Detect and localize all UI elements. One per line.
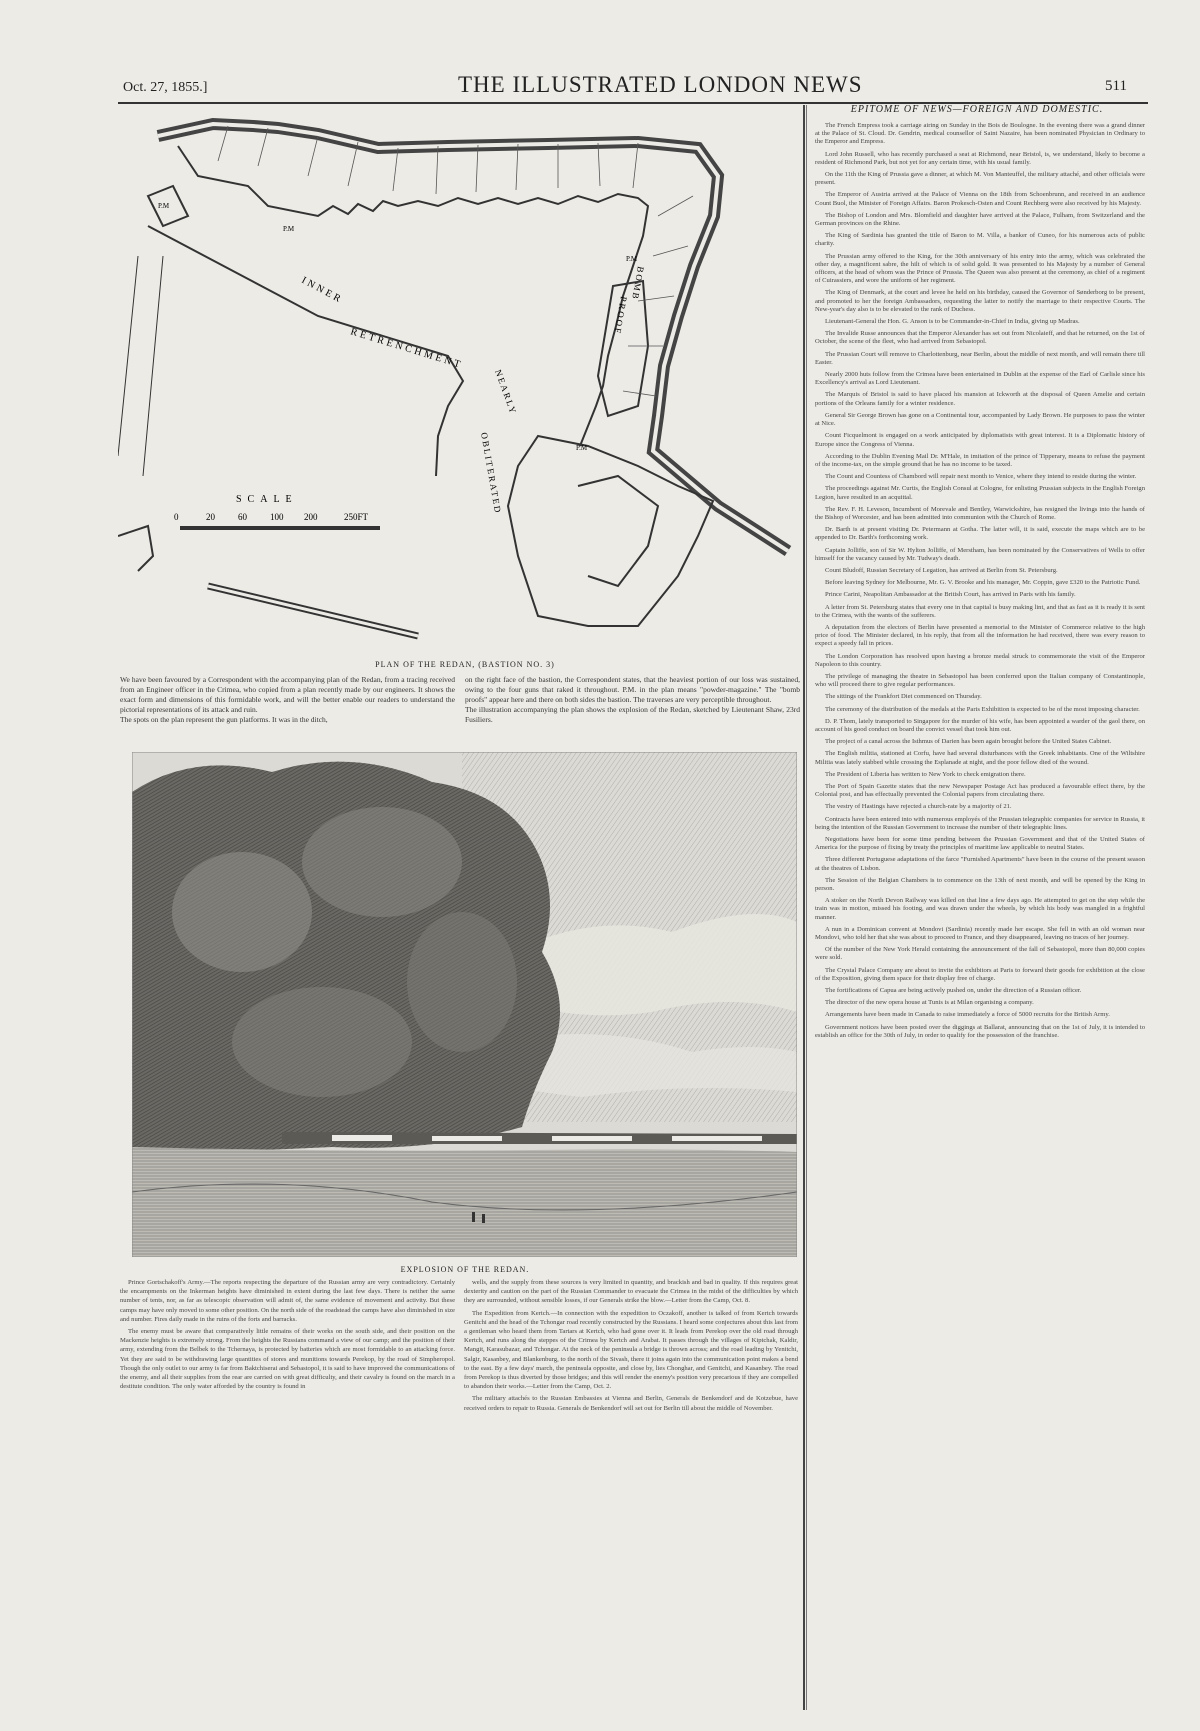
news-item: The director of the new opera house at Tunis is at Milan organising a company.: [825, 999, 1034, 1007]
news-item: The English militia, stationed at Corfu, have had several disturbances with the Greek inhabitants. One of the Wiltshire Militia was lately stabbed while crossing the Esplanade at night, and the poor fellow died of the wound.: [815, 750, 1145, 766]
intro-text: The spots on the plan represent the gun platforms. It was in the ditch,: [120, 715, 328, 724]
news-item: Of the number of the New York Herald containing the announcement of the fall of Sebastopol, more than 80,000 copies were sold.: [815, 946, 1145, 962]
intro-text: We have been favoured by a Correspondent with the accompanying plan of the Redan, from a tracing received from an Engineer officer in the Crimea, who copied from a plan recently made by our engineers. It shows the exact form and dimensions of this formidable work, and will the better enable our readers to understand the pictorial representations of its attack and ruin.: [120, 675, 455, 714]
news-item: D. P. Thom, lately transported to Singapore for the murder of his wife, has been appointed a warder of the gaol there, on account of his good conduct on board the convict vessel that took him out.: [815, 717, 1145, 733]
news-item: The Crystal Palace Company are about to invite the exhibitors at Paris to forward their goods for exhibition at the close of the Exposition, giving them space for their display free of charge.: [815, 966, 1145, 982]
news-item: The proceedings against Mr. Curtis, the English Consul at Cologne, for enlisting Prussian subjects in the English Foreign Legion, have resulted in an acquittal.: [815, 485, 1145, 501]
intro-text: on the right face of the bastion, the Correspondent states, that the heaviest portion of our loss was sustained, owing to the four guns that raked it throughout. P.M. in the plan means "powder-magazine." The "bomb proofs" appear here and there on both sides the bastion. The traverses are very perceptible throughout.: [465, 675, 800, 704]
redan-plan: [118, 106, 798, 651]
masthead-title: THE ILLUSTRATED LONDON NEWS: [458, 72, 863, 97]
scale-tick: 0: [174, 512, 179, 522]
plan-label-retrenchment: RETRENCHMENT: [349, 326, 465, 372]
article-column-1: [120, 1278, 455, 1698]
news-item: The Prussian army offered to the King, for the 30th anniversary of his entry into the army, which was celebrated the other day, a magnificent sabre, the hilt of which is of solid gold. It was presented to his Majesty by a number of General officers, at the head of whom was the Prince of Prussia. The Queen was also present at the ceremony, as chief of a regiment of Cuirassiers, and wore the uniform of her regiment.: [815, 252, 1145, 285]
news-item: The Rev. F. H. Leveson, Incumbent of Morevale and Bentley, Warwickshire, has resigned the livings into the hands of the Bishop of Worcester, and has been admitted into communion with the Church of Rome.: [815, 505, 1145, 521]
scale-tick: 100: [270, 512, 284, 522]
article-paragraph: wells, and the supply from these sources is very limited in quantity, and brackish and bad in quality. If this requires great dexterity and caution on the part of the Russian Commander to evacuate the Crimea in the midst of the difficulties by which they are surrounded, without sensible losses, if our Generals strike the blow.—Letter from the Camp, Oct. 8.: [464, 1279, 798, 1305]
plan-label-bomb: BOMB: [630, 265, 646, 302]
explosion-engraving: [132, 752, 797, 1257]
article-paragraph: The enemy must be aware that comparatively little remains of their works on the south side, and their position on the Mackenzie heights is extremely strong. From the heights the Russians command a view of our camp; and the position of their army, extending from the Belbek to the Tchernaya, is protected by batteries which are most formidable to an attacking force. Yet they are said to be withdrawing large quantities of stores and munitions towards Perekop, by the road of Simpheropol. Though the only outlet to our army is far from Baktchiserai and Sebastopol, it is said to have improved the communications of the enemy, and all their supplies from the rear are carried on with great difficulty, and their cavalry is found on the march in a destitute condition. The only water afforded by the country is found in: [120, 1328, 455, 1391]
news-item: Contracts have been entered into with numerous employés of the Prussian telegraphic companies for service in Russia, it being the intention of the Russian Government to increase the number of their telegraphic lines.: [815, 815, 1145, 831]
news-item: A deputation from the electors of Berlin have presented a memorial to the Minister of Commerce relative to the high price of food. The Minister declared, in his reply, that from all the information he had received, there was every reason to expect a speedy fall in prices.: [815, 623, 1145, 648]
intro-col-1: [120, 675, 455, 725]
news-item: A stoker on the North Devon Railway was killed on that line a few days ago. He attempted to get on the step while the train was in motion, missed his footing, and was drawn under the wheels, by which his body was mangled in a frightful manner.: [815, 897, 1145, 921]
news-item: The King of Sardinia has granted the title of Baron to M. Villa, a banker of Cuneo, for his numerous acts of public charity.: [815, 232, 1145, 248]
news-item: Count Bludoff, Russian Secretary of Legation, has arrived at Berlin from St. Petersburg.: [825, 566, 1058, 574]
intro-col-2: [465, 675, 800, 725]
news-item: Negotiations have been for some time pending between the Prussian Government and that of the United States of America for the purpose of fixing by treaty the principles of maritime law applicable to neutral States.: [815, 836, 1145, 852]
news-item: The fortifications of Capua are being actively pushed on, under the direction of a Russian officer.: [825, 987, 1082, 995]
article-column-2: [464, 1278, 798, 1698]
plan-label-nearly: NEARLY: [493, 368, 519, 417]
article-paragraph: The military attachés to the Russian Embassies at Vienna and Berlin, Generals de Benkendorf and de Kotzebue, have received orders to repair to Russia. Generals de Benkendorf will set out for Berlin till about the middle of November.: [464, 1395, 798, 1412]
news-item: The Invalide Russe announces that the Emperor Alexander has set out from Nicolaieff, and that he returned, on the 1st of October, the scene of the fleet, who had arrived from Sebastopol.: [815, 330, 1145, 346]
epitome-column: [815, 122, 1145, 1707]
news-item: Lieutenant-General the Hon. G. Anson is to be Commander-in-Chief in India, giving up Madras.: [825, 318, 1080, 326]
news-item: The President of Liberia has written to New York to check emigration there.: [825, 770, 1026, 778]
scale-title: SCALE: [236, 494, 298, 505]
epitome-heading: EPITOME OF NEWS—FOREIGN AND DOMESTIC.: [850, 104, 1104, 115]
news-item: The Emperor of Austria arrived at the Palace of Vienna on the 18th from Schoenbrunn, and received in an audience Count Buol, the Minister of Foreign Affairs. Baron Prokesch-Osten and Count Rechberg were also received by his Majesty.: [815, 191, 1145, 207]
news-item: The Bishop of London and Mrs. Blomfield and daughter have arrived at the Palace, Fulham, from Switzerland and the German provinces on the Rhine.: [815, 211, 1145, 228]
plan-label-pm: P.M: [626, 255, 638, 263]
news-item: Captain Jolliffe, son of Sir W. Hylton Jolliffe, of Merstham, has been nominated by the Conservatives of Wells to offer himself for the vacancy caused by Mr. Tudway's death.: [815, 546, 1145, 562]
column-rule-thin: [806, 105, 807, 1710]
news-item: Government notices have been posted over the diggings at Ballarat, announcing that on the 1st of July, it is intended to establish an office for the 30th of July, in order to qualify for the possession of the franchise.: [815, 1023, 1145, 1039]
plan-label-obliterated: OBLITERATED: [479, 431, 504, 516]
scale-tick: 20: [206, 512, 215, 522]
news-item: General Sir George Brown has gone on a Continental tour, accompanied by Lady Brown. He purposes to pass the winter at Nice.: [815, 411, 1145, 428]
scale-tick: 200: [304, 512, 318, 522]
engraving-caption: EXPLOSION OF THE REDAN.: [400, 1265, 530, 1274]
news-item: The Count and Countess of Chambord will repair next month to Venice, where they intend to reside during the winter.: [825, 473, 1137, 481]
plan-label-pm: P.M: [283, 225, 295, 233]
news-item: Three different Portuguese adaptations of the farce "Furnished Apartments" have been in the course of the present season at the theatres of Lisbon.: [815, 856, 1145, 872]
news-item: The sittings of the Frankfort Diet commenced on Thursday.: [825, 693, 982, 701]
intro-text: The illustration accompanying the plan shows the explosion of the Redan, sketched by Lieutenant Shaw, 23rd Fusiliers.: [465, 705, 800, 724]
news-item: The privilege of managing the theatre in Sebastopol has been conferred upon the Italian company of Constantinople, who will proceed there to give regular performances.: [815, 672, 1145, 689]
scale-tick: 250FT: [344, 512, 369, 522]
news-item: Lord John Russell, who has recently purchased a seat at Richmond, near Bristol, is, we understand, likely to become a resident of Richmond Park, but not yet for any certain time, with his usual family.: [815, 150, 1145, 166]
page-number: 511: [1105, 78, 1127, 94]
news-item: Dr. Barth is at present visiting Dr. Petermann at Gotha. The latter will, it is said, execute the maps which are to be appended to Dr. Barth's forthcoming work.: [815, 526, 1145, 542]
news-item: The vestry of Hastings have rejected a church-rate by a majority of 21.: [825, 803, 1012, 811]
news-item: Arrangements have been made in Canada to raise immediately a force of 5000 recruits for the British Army.: [825, 1011, 1110, 1019]
plan-label-pm: P.M: [158, 202, 170, 210]
article-paragraph: Prince Gortschakoff's Army.—The reports respecting the departure of the Russian army are very contradictory. Certainly the encampments on the Inkerman heights have diminished in extent during the last few days. There is neither the same number of tents, nor, as far as telescopic observation will admit of, the same evidence of movement and activity. But these camps may have only moved to some other position. On the north side of the roadstead the camps have also diminished in size and number. Fires daily made in the ruins of the forts and barracks.: [120, 1279, 455, 1323]
news-item: The Prussian Court will remove to Charlottenburg, near Berlin, about the middle of next month, and will remain there till Easter.: [815, 350, 1145, 366]
article-paragraph: The Expedition from Kertch.—In connection with the expedition to Oczakoff, another is talked of from Kertch towards Genitchi and the head of the Tchongar road recently constructed by the Russians. I heard some conjectures about this last from a gentleman who heard them from Tartars at Kertch, who had gone over it. It leads from Perekop over the old road through Kertch, and runs along the steppes of the Crimea by Kertch and Arabat. It passes through the villages of Kiptchak, Kaldir, Mangit, Karasubazar, and Tchongar. At the neck of the peninsula a bridge is thrown across; and the road leading by Yenitchi, Salgir, Kasanbey, and Blankenburg, to the north of the Sivash, there it joins again into the communication point makes a bend to the east. By a few days' march, the peninsula opposite, and close by, lies Chonghar, and Genitchi, and Kasanbey. The road from Perekop is thus diverted by those bridges; and this will render the enemy's position very precarious if they are compelled to abandon their works.—Letter from the Camp, Oct. 2.: [464, 1309, 798, 1391]
plan-label-proof: PROOF: [612, 295, 629, 336]
scale-tick: 60: [238, 512, 247, 522]
plan-label-inner: INNER: [299, 274, 345, 307]
column-rule: [803, 105, 805, 1710]
news-item: The Port of Spain Gazette states that the new Newspaper Postage Act has produced a favourable effect there, by the Colonial post, and has effectually prevented the Colonial papers from circulating there.: [815, 783, 1145, 799]
news-item: Count Ficquelmont is engaged on a work anticipated by diplomatists with great interest. It is a Diplomatic history of Europe since the Congress of Vienna.: [815, 432, 1145, 448]
news-item: The King of Denmark, at the court and levee he held on his birthday, caused the Governor of Sønderborg to be present, and promoted to her the foreign Ambassadors, requesting the latter to notify the marriage to their respective Courts. The New-year's day also is to be elevated to the rank of Duchess.: [815, 289, 1145, 313]
news-item: A letter from St. Petersburg states that every one in that capital is busy making lint, and that as fast as it is ready it is sent to the Crimea, with the wants of the sufferers.: [815, 603, 1145, 619]
news-item: Nearly 2000 huts follow from the Crimea have been entertained in Dublin at the expense of the Earl of Carlisle since his Excellency's arrival as Lord Lieutenant.: [815, 371, 1145, 387]
plan-caption: PLAN OF THE REDAN, (BASTION NO. 3): [375, 660, 555, 669]
news-item: The London Corporation has resolved upon having a bronze medal struck to commemorate the visit of the Emperor Napoleon to this country.: [815, 652, 1145, 668]
issue-date: Oct. 27, 1855.]: [123, 80, 208, 95]
news-item: Before leaving Sydney for Melbourne, Mr. G. V. Brooke and his manager, Mr. Coppin, gave £320 to the Patriotic Fund.: [825, 579, 1141, 587]
news-item: A nun in a Dominican convent at Mondovi (Sardinia) recently made her escape. She fell in with an old woman near Mondovi, who told her that she was about to proceed to France, and they disappeared, leaving no traces of her journey.: [815, 925, 1145, 942]
news-item: On the 11th the King of Prussia gave a dinner, at which M. Von Manteuffel, the military attaché, and other officials were present.: [815, 171, 1145, 187]
plan-label-pm: P.M: [576, 444, 588, 452]
news-item: The French Empress took a carriage airing on Sunday in the Bois de Boulogne. In the evening there was a grand dinner at the Palace of St. Cloud. Dr. Gendrin, medical counsellor of Saint Nazaire, has been nominated Physician in Ordinary to the Emperor and Empress.: [815, 122, 1145, 146]
news-item: The Session of the Belgian Chambers is to commence on the 13th of next month, and will be opened by the King in person.: [815, 876, 1145, 893]
news-item: According to the Dublin Evening Mail Dr. M'Hale, in imitation of the prince of Tipperary, means to refuse the payment of the income-tax, on the simple ground that he has no income to be taxed.: [815, 452, 1145, 468]
news-item: Prince Carini, Neapolitan Ambassador at the British Court, has arrived in Paris with his family.: [825, 591, 1076, 599]
scale-bar: [174, 512, 380, 530]
news-item: The Marquis of Bristol is said to have placed his mansion at Ickworth at the disposal of Queen Amelie and certain portions of the Orleans family for a winter residence.: [815, 391, 1145, 407]
news-item: The project of a canal across the Isthmus of Darien has been again brought before the United States Cabinet.: [825, 738, 1112, 746]
news-item: The ceremony of the distribution of the medals at the Paris Exhibition is expected to be of the most imposing character.: [825, 705, 1140, 713]
